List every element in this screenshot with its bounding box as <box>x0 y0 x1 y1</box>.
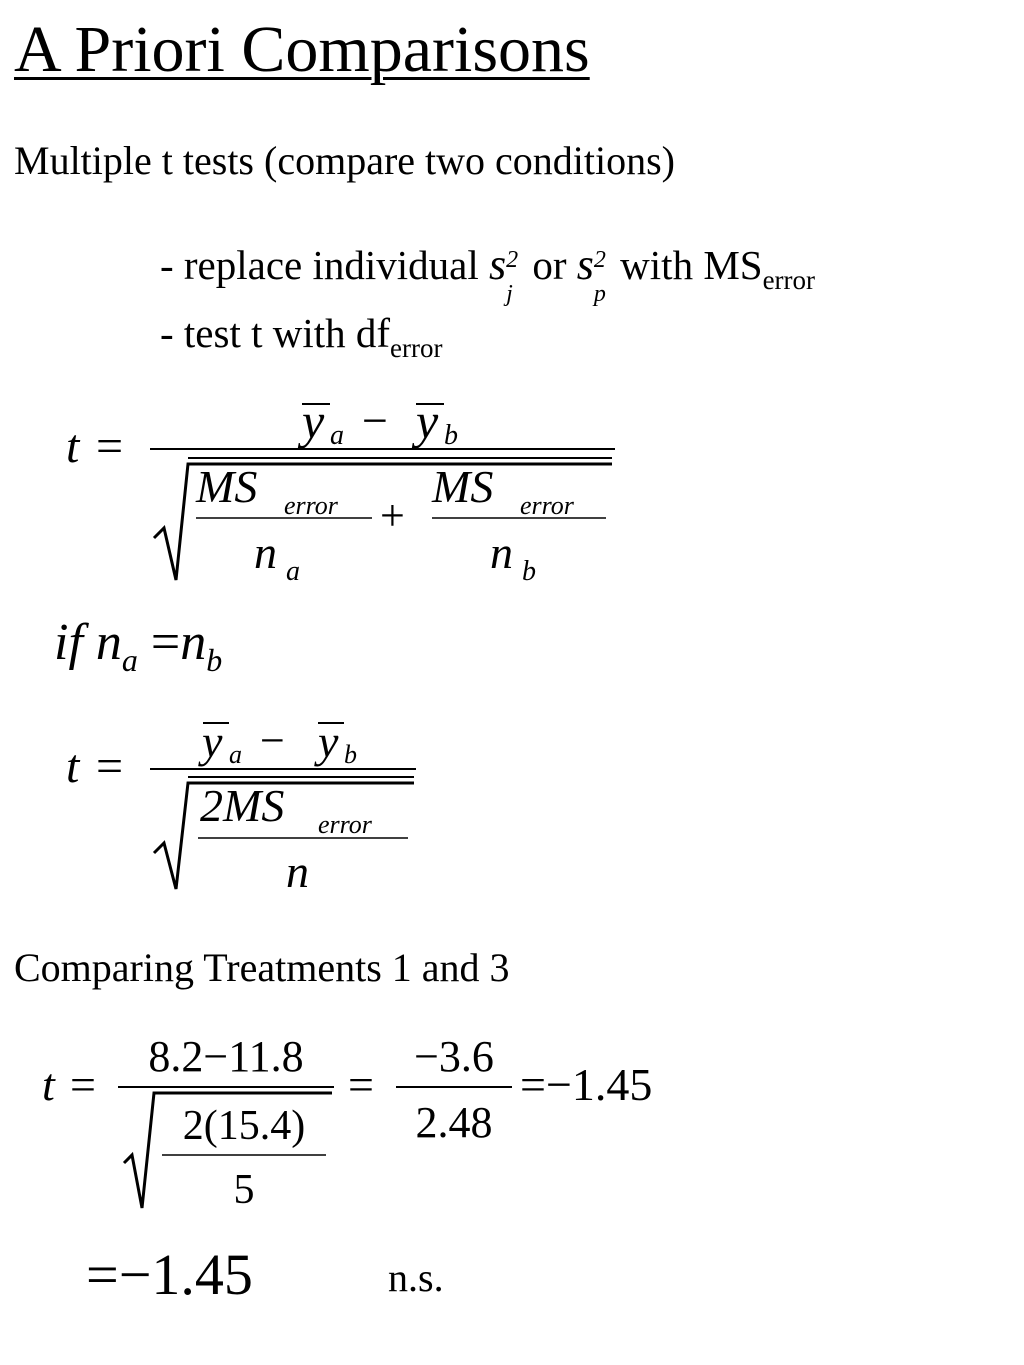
f2-sub-a: a <box>229 740 242 769</box>
f3-t: t <box>42 1059 55 1110</box>
bullet-with-ms: with MS <box>620 242 763 288</box>
page-title: A Priori Comparisons <box>14 13 590 86</box>
f2-sub-b: b <box>344 740 357 769</box>
f1-n-sub-b: b <box>522 556 536 587</box>
cond-sub-b: b <box>206 642 223 678</box>
f3-eq-1: = <box>70 1059 96 1110</box>
cond-n-b: n <box>180 614 207 671</box>
f3-frac2-numerator: −3.6 <box>414 1032 494 1081</box>
f3-eq-2: = <box>348 1059 374 1110</box>
formula-worked-example <box>0 1025 720 1220</box>
f1-n-sub-a: a <box>286 556 300 587</box>
f3-numerator: 8.2−11.8 <box>148 1032 304 1081</box>
superscript-subscript-j: 2 j <box>506 247 519 307</box>
f1-t: t <box>66 420 80 473</box>
f2-error: error <box>318 810 372 839</box>
superscript-subscript-p: 2 p <box>593 247 606 307</box>
f1-error-1: error <box>284 491 338 520</box>
bullet-test-df <box>160 310 443 364</box>
f1-sub-b: b <box>444 420 458 451</box>
cond-eq: = <box>150 614 181 671</box>
cond-n-a: n <box>95 614 122 671</box>
f3-denominator-inner: 2(15.4) <box>182 1103 306 1149</box>
section-comparing-treatments: Comparing Treatments 1 and 3 <box>14 945 510 990</box>
f3-result: =−1.45 <box>520 1059 653 1110</box>
f1-eq: = <box>96 420 124 473</box>
f1-error-2: error <box>520 491 574 520</box>
bullet-test-prefix: - test t with df <box>160 310 391 356</box>
bullet-ms-subscript: error <box>762 265 816 295</box>
f1-n-a: n <box>254 527 277 578</box>
bullet-replace-variance <box>160 240 816 307</box>
var-s-p: s <box>576 240 594 289</box>
f2-y-b: y <box>318 716 339 767</box>
f1-y-a: y <box>302 393 325 449</box>
f2-eq: = <box>96 740 124 793</box>
formula-t-equal-n <box>0 705 460 905</box>
final-result-row <box>0 1240 320 1310</box>
if-word: if <box>54 614 83 671</box>
subtitle: Multiple t tests (compare two conditions) <box>14 138 675 183</box>
cond-sub-a: a <box>121 642 138 678</box>
final-result-value: =−1.45 <box>86 1242 253 1307</box>
f2-two-ms: 2MS <box>200 780 285 831</box>
f1-sub-a: a <box>330 420 344 451</box>
significance-label: n.s. <box>388 1255 444 1300</box>
formula-t-general <box>0 380 660 600</box>
bullet-df-subscript: error <box>390 333 443 363</box>
f2-t: t <box>66 740 80 793</box>
condition-equal-n <box>54 612 222 679</box>
bullet-replace-prefix: - replace individual <box>160 242 479 288</box>
f1-ms-1: MS <box>196 461 258 512</box>
bullet-or: or <box>532 242 567 288</box>
f3-denominator-n: 5 <box>233 1167 255 1213</box>
f2-n: n <box>286 846 309 897</box>
f3-frac2-denominator: 2.48 <box>415 1098 493 1147</box>
f1-minus: − <box>362 395 388 446</box>
var-s-j: s <box>489 240 507 289</box>
f2-y-a: y <box>202 716 223 767</box>
f2-minus: − <box>260 716 285 765</box>
f1-y-b: y <box>416 393 439 449</box>
f1-plus: + <box>380 491 405 540</box>
f1-ms-2: MS <box>432 461 494 512</box>
f1-n-b: n <box>490 527 513 578</box>
